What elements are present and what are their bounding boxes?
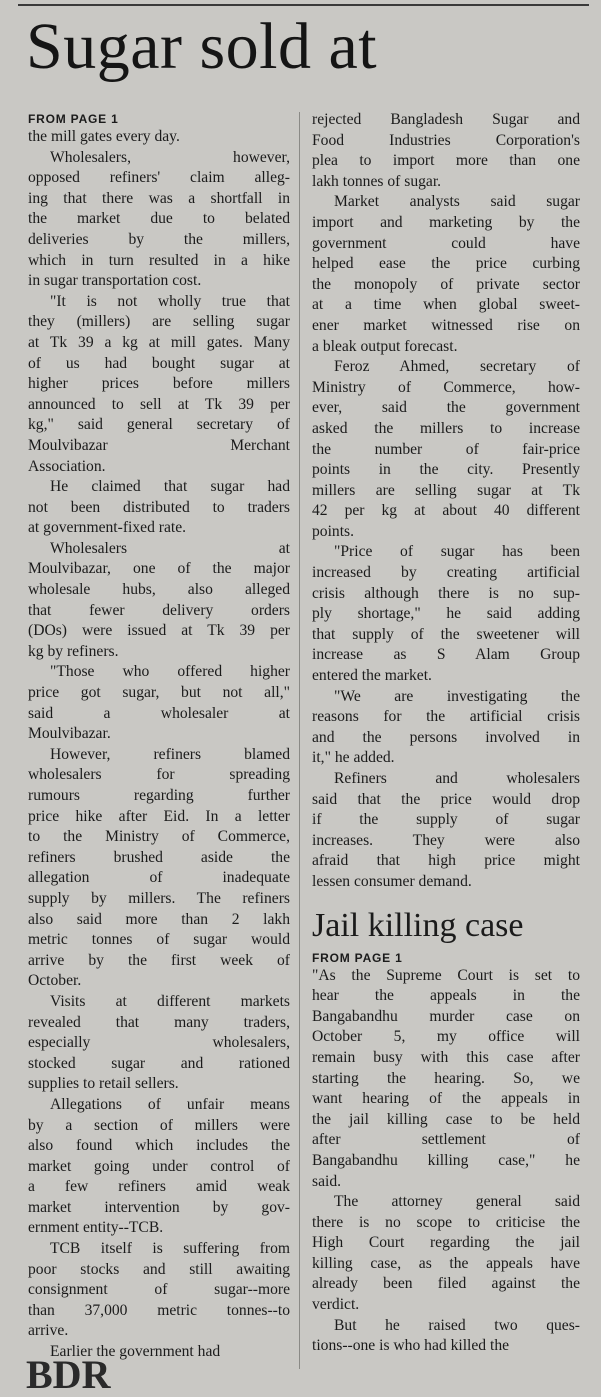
text-line: Moulvibazar, one of the major [28, 560, 290, 578]
text-line: announced to sell at Tk 39 per [28, 395, 290, 413]
text-line: at Tk 39 a kg at mill gates. Many [28, 333, 290, 351]
paragraph [312, 687, 580, 769]
text-line: price got sugar, but not all," [28, 684, 290, 702]
text-line: increases. They were also [312, 831, 580, 849]
text-line: lessen consumer demand. [312, 872, 472, 890]
text-line: want hearing of the appeals in [312, 1090, 580, 1108]
text-line: "As the Supreme Court is set to [312, 966, 580, 984]
text-line: TCB itself is suffering from [50, 1240, 290, 1258]
left-column-body [28, 127, 290, 1363]
text-line: High Court regarding the jail [312, 1234, 580, 1252]
text-line: there is no scope to criticise the [312, 1213, 580, 1231]
text-line: ener market witnessed rise on [312, 316, 580, 334]
text-line: kg by refiners. [28, 642, 119, 660]
right-column-body [312, 110, 580, 893]
paragraph [312, 110, 580, 192]
text-line: helped ease the price curbing [312, 255, 580, 273]
paragraph [28, 148, 290, 292]
text-line: Visits at different markets [50, 992, 290, 1010]
text-line: Ministry of Commerce, how- [312, 378, 580, 396]
text-line: said that the price would drop [312, 790, 580, 808]
text-line: He claimed that sugar had [50, 478, 290, 496]
text-line: afraid that high price might [312, 852, 580, 870]
text-line: wholesale hubs, also alleged [28, 581, 290, 599]
text-line: import and marketing by the [312, 213, 580, 231]
text-line: Wholesalers, however, [50, 148, 290, 166]
text-line: ing that there was a shortfall in [28, 189, 290, 207]
paragraph [312, 1316, 580, 1357]
text-line: Feroz Ahmed, secretary of [334, 358, 580, 376]
text-line: the monopoly of private sector [312, 275, 580, 293]
text-line: killing case, as the appeals have [312, 1254, 580, 1272]
text-line: October. [28, 972, 82, 990]
text-line: at government-fixed rate. [28, 519, 187, 537]
text-line: Bangabandhu murder case on [312, 1007, 580, 1025]
text-line: kg," said general secretary of [28, 416, 290, 434]
text-line: points. [312, 522, 355, 540]
text-line: Market analysts said sugar [334, 193, 580, 211]
text-line: after settlement of [312, 1131, 580, 1149]
paragraph [312, 1192, 580, 1316]
text-line: also found which includes the [28, 1137, 290, 1155]
text-line: But he raised two ques- [334, 1316, 580, 1334]
bottom-headline-fragment: BDR [26, 1352, 111, 1397]
text-line: the jail killing case to be held [312, 1110, 580, 1128]
column-divider [299, 112, 300, 1369]
paragraph [28, 1095, 290, 1239]
text-line: Bangabandhu killing case," he [312, 1151, 580, 1169]
text-line: Wholesalers at [50, 539, 290, 557]
text-line: "It is not wholly true that [50, 292, 290, 310]
text-line: higher prices before millers [28, 375, 290, 393]
text-line: government could have [312, 234, 580, 252]
text-line: it," he added. [312, 749, 395, 767]
text-line: stocked sugar and rationed [28, 1054, 290, 1072]
jail-killing-headline: Jail killing case [312, 906, 524, 944]
text-line: ply shortage," he said adding [312, 605, 580, 623]
text-line: However, refiners blamed [50, 745, 290, 763]
text-line: they (millers) are selling sugar [28, 313, 290, 331]
text-line: starting the hearing. So, we [312, 1069, 580, 1087]
text-line: October 5, my office will [312, 1028, 580, 1046]
text-line: hear the appeals in the [312, 987, 580, 1005]
text-line: lakh tonnes of sugar. [312, 172, 442, 190]
text-line: tions--one is who had killed the [312, 1337, 510, 1355]
text-line: especially wholesalers, [28, 1034, 290, 1052]
text-line: The attorney general said [334, 1193, 580, 1211]
top-rule [18, 4, 589, 6]
text-line: not been distributed to traders [28, 498, 290, 516]
text-line: points in the city. Presently [312, 461, 580, 479]
text-line: said a wholesaler at [28, 704, 290, 722]
text-line: the market due to belated [28, 210, 290, 228]
text-line: supplies to retail sellers. [28, 1075, 179, 1093]
paragraph [312, 966, 580, 1193]
jump-label: FROM PAGE 1 [28, 112, 119, 126]
paragraph [28, 127, 290, 148]
jail-killing-body [312, 966, 580, 1357]
paragraph [312, 357, 580, 542]
text-line: at a time when global sweet- [312, 296, 580, 314]
text-line: verdict. [312, 1296, 360, 1314]
text-line: increase as S Alam Group [312, 646, 580, 664]
jail-killing-jump-label: FROM PAGE 1 [312, 950, 403, 965]
text-line: ever, said the government [312, 399, 580, 417]
text-line: and the persons involved in [312, 728, 580, 746]
text-line: Refiners and wholesalers [334, 770, 580, 787]
text-line: also said more than 2 lakh [28, 910, 290, 928]
text-line: arrive by the first week of [28, 951, 290, 969]
text-line: supply by millers. The refiners [28, 889, 290, 907]
text-line: to the Ministry of Commerce, [28, 828, 290, 846]
text-line: remain busy with this case after [312, 1048, 580, 1066]
text-line: deliveries by the millers, [28, 230, 290, 248]
text-line: reasons for the artificial crisis [312, 708, 580, 726]
text-line: "Price of sugar has been [334, 543, 580, 561]
text-line: crisis although there is no sup- [312, 584, 580, 602]
text-line: revealed that many traders, [28, 1013, 290, 1031]
paragraph [28, 292, 290, 477]
text-line: in sugar transportation cost. [28, 272, 202, 290]
paragraph [312, 542, 580, 686]
text-line: millers are selling sugar at Tk [312, 481, 580, 499]
text-line: "Those who offered higher [50, 663, 290, 681]
left-column [28, 112, 290, 1363]
right-column [312, 110, 580, 1357]
headline: Sugar sold at [26, 10, 378, 83]
text-line: rumours regarding further [28, 787, 290, 804]
paragraph [312, 192, 580, 357]
text-line: refiners brushed aside the [28, 848, 290, 866]
paragraph [312, 769, 580, 893]
text-line: than 37,000 metric tonnes--to [28, 1301, 290, 1319]
text-line: "We are investigating the [334, 687, 580, 705]
text-line: metric tonnes of sugar would [28, 931, 290, 949]
text-line: opposed refiners' claim alleg- [28, 169, 290, 187]
text-line: consignment of sugar--more [28, 1281, 290, 1299]
paragraph [28, 539, 290, 663]
text-line: price hike after Eid. In a letter [28, 807, 290, 825]
text-line: already been filed against the [312, 1275, 580, 1293]
text-line: which in turn resulted in a hike [28, 251, 290, 269]
text-line: market going under control of [28, 1157, 290, 1175]
text-line: the mill gates every day. [28, 128, 180, 145]
text-line: said. [312, 1172, 342, 1190]
text-line: Food Industries Corporation's [312, 131, 580, 149]
text-line: a bleak output forecast. [312, 337, 458, 355]
paragraph [28, 1239, 290, 1342]
text-line: that fewer delivery orders [28, 601, 290, 619]
text-line: wholesalers for spreading [28, 766, 290, 784]
text-line: of us had bought sugar at [28, 354, 290, 372]
text-line: a few refiners amid weak [28, 1178, 290, 1196]
text-line: entered the market. [312, 667, 432, 685]
text-line: 42 per kg at about 40 different [312, 502, 580, 520]
paragraph [28, 992, 290, 1095]
paragraph [28, 662, 290, 744]
text-line: the number of fair-price [312, 440, 580, 458]
paragraph [28, 477, 290, 539]
text-line: by a section of millers were [28, 1116, 290, 1134]
text-line: asked the millers to increase [312, 419, 580, 437]
text-line: Moulvibazar. [28, 725, 111, 743]
text-line: Moulvibazar Merchant [28, 436, 290, 454]
text-line: if the supply of sugar [312, 811, 580, 829]
text-line: plea to import more than one [312, 152, 580, 170]
text-line: increased by creating artificial [312, 564, 580, 582]
text-line: that supply of the sweetener will [312, 625, 580, 643]
text-line: ernment entity--TCB. [28, 1219, 164, 1237]
paragraph [28, 745, 290, 992]
text-line: allegation of inadequate [28, 869, 290, 887]
text-line: market intervention by gov- [28, 1198, 290, 1216]
text-line: Allegations of unfair means [50, 1095, 290, 1113]
text-line: (DOs) were issued at Tk 39 per [28, 622, 290, 640]
text-line: Earlier the government had [50, 1343, 221, 1361]
text-line: arrive. [28, 1322, 69, 1340]
text-line: poor stocks and still awaiting [28, 1260, 290, 1278]
text-line: Association. [28, 457, 106, 475]
text-line: rejected Bangladesh Sugar and [312, 111, 580, 128]
